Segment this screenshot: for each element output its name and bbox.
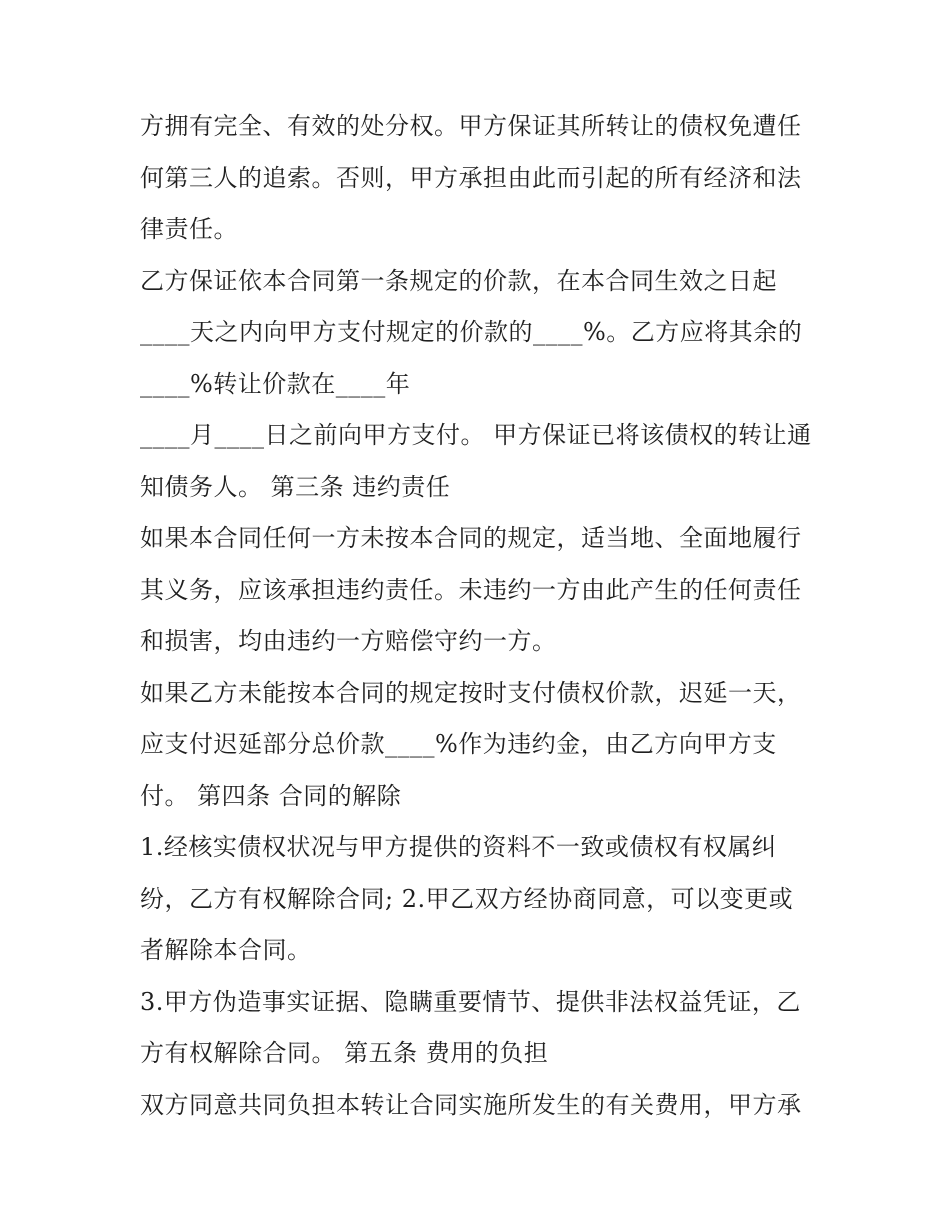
- text-line: 付。 第四条 合同的解除: [140, 781, 402, 810]
- text-line: 乙方保证依本合同第一条规定的价款，在本合同生效之日起: [140, 266, 777, 295]
- text-line: 双方同意共同负担本转让合同实施所发生的有关费用，甲方承: [140, 1090, 802, 1119]
- text-line: 方拥有完全、有效的处分权。甲方保证其所转让的债权免遭任: [140, 112, 802, 140]
- text-line: 1.经核实债权状况与甲方提供的资料不一致或债权有权属纠: [140, 833, 777, 861]
- text-line: 方有权解除合同。 第五条 费用的负担: [140, 1039, 549, 1067]
- text-line: 律责任。: [140, 215, 238, 243]
- document-body: [140, 101, 830, 1131]
- text-line: 应支付迟延部分总价款____%作为违约金，由乙方向甲方支: [140, 730, 777, 758]
- text-line: 如果本合同任何一方未按本合同的规定，适当地、全面地履行: [140, 524, 802, 552]
- text-line: 如果乙方未能按本合同的规定按时支付债权价款，迟延一天，: [140, 678, 802, 707]
- text-line: ____月____日之前向甲方支付。 甲方保证已将该债权的转让通: [140, 421, 812, 449]
- text-line: 何第三人的追索。否则，甲方承担由此而引起的所有经济和法: [140, 163, 802, 192]
- text-line: 和损害，均由违约一方赔偿守约一方。: [140, 627, 557, 655]
- text-line: 知债务人。 第三条 违约责任: [140, 472, 451, 501]
- text-line: ____%转让价款在____年: [140, 369, 411, 398]
- text-line: 纷，乙方有权解除合同; 2.甲乙双方经协商同意，可以变更或: [140, 884, 794, 913]
- text-line: 3.甲方伪造事实证据、隐瞒重要情节、提供非法权益凭证，乙: [140, 987, 801, 1016]
- text-line: ____天之内向甲方支付规定的价款的____%。乙方应将其余的: [140, 318, 803, 346]
- text-line: 者解除本合同。: [140, 936, 312, 964]
- text-line: 其义务，应该承担违约责任。未违约一方由此产生的任何责任: [140, 575, 802, 604]
